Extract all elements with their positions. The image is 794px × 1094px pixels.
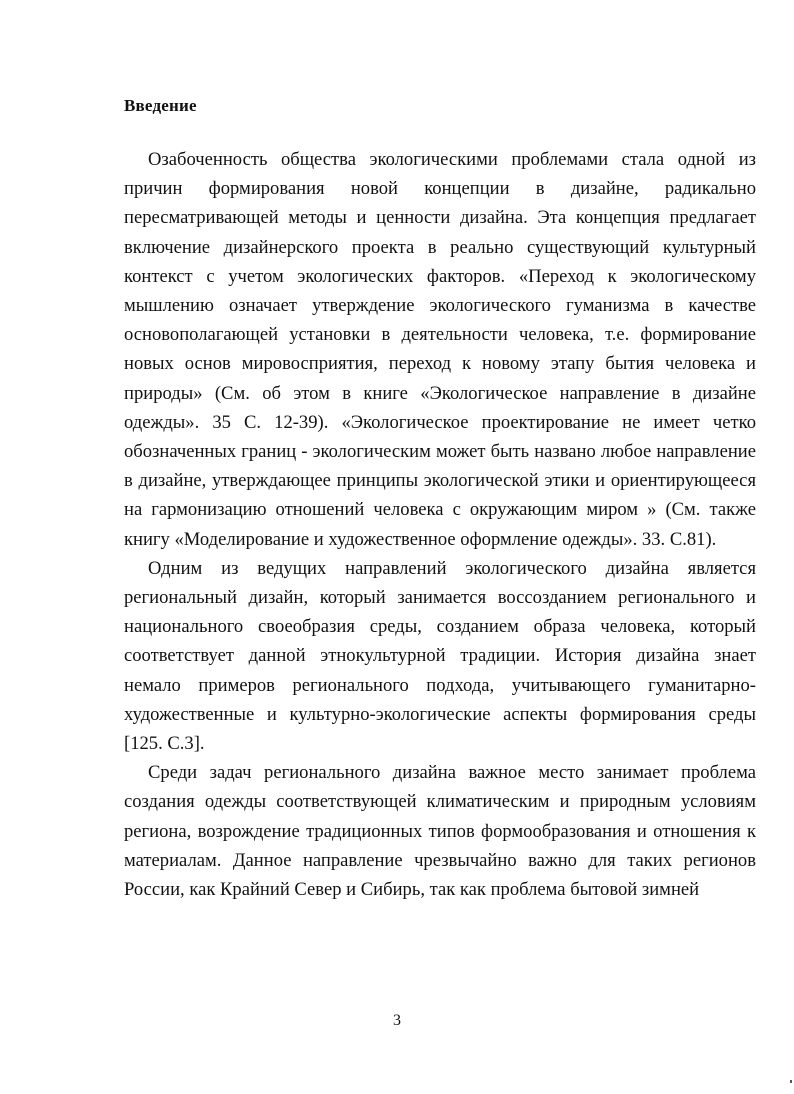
body-text: [124, 145, 756, 904]
paragraph-1: Озабоченность общества экологическими проблемами стала одной из причин формирования новой концепции в дизайне, радикально пересматривающей методы и ценности дизайна. Эта концепция предлагает включение дизайнерского проекта в реально существующий культурный контекст с учетом экологических факторов. «Переход к экологическому мышлению означает утверждение экологического гуманизма в качестве основополагающей установки в деятельности человека, т.е. формирование новых основ мировосприятия, переход к новому этапу бытия человека и природы» (См. об этом в книге «Экологическое направление в дизайне одежды». 35 С. 12-39). «Экологическое проектирование не имеет четко обозначенных границ - экологическим может быть названо любое направление в дизайне, утверждающее принципы экологической этики и ориентирующееся на гармонизацию отношений человека с окружающим миром » (См. также книгу «Моделирование и художественное оформление одежды». 33. С.81).: [124, 149, 756, 550]
paragraph-2: Одним из ведущих направлений экологического дизайна является региональный дизайн, который занимается воссозданием регионального и национального своеобразия среды, созданием образа человека, который соответствует данной этнокультурной традиции. История дизайна знает немало примеров регионального подхода, учитывающего гуманитарно-художественные и культурно-экологические аспекты формирования среды [125. С.3].: [124, 557, 756, 755]
section-heading: Введение: [124, 96, 197, 115]
scan-edge-mark: [790, 1080, 792, 1083]
paragraph-3: Среди задач регионального дизайна важное место занимает проблема создания одежды соответствующей климатическим и природным условиям региона, возрождение традиционных типов формообразования и отношения к материалам. Данное направление чрезвычайно важно для таких регионов России, как Крайний Север и Сибирь, так как проблема бытовой зимней: [124, 762, 756, 901]
page-number: 3: [393, 1012, 401, 1029]
